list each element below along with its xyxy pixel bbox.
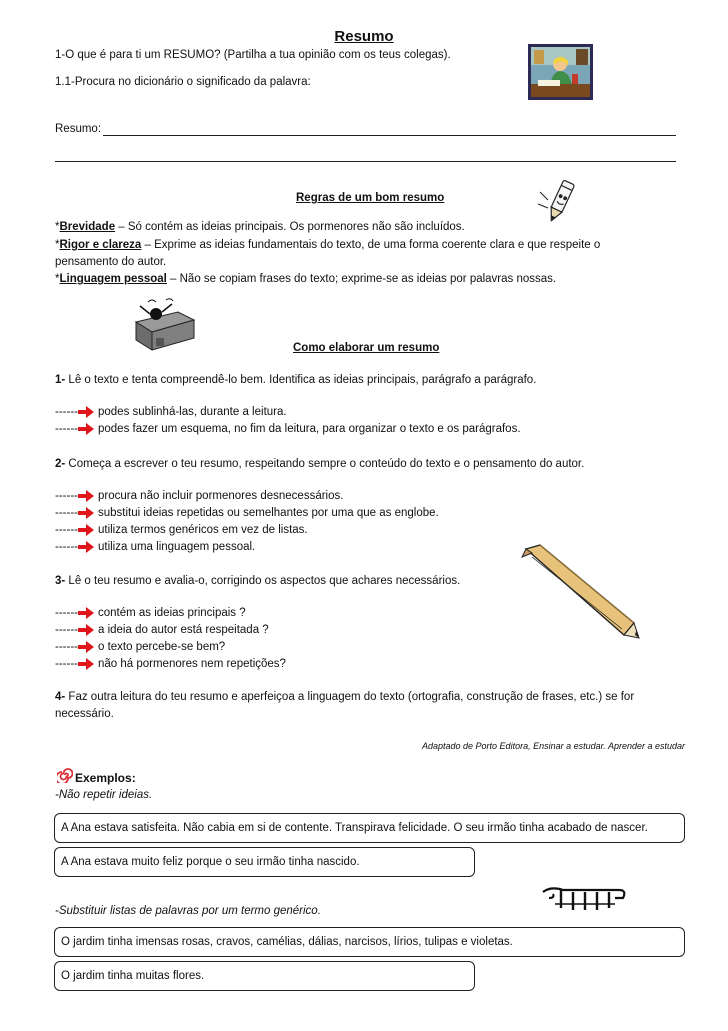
step-2-item: ------ substitui ideias repetidas ou semelhantes por uma que as englobe. bbox=[55, 507, 439, 519]
step-2-item: ------ utiliza uma linguagem pessoal. bbox=[55, 541, 256, 553]
rule-item-rigor-continuation: pensamento do autor. bbox=[55, 256, 167, 268]
step-4-continuation: necessário. bbox=[55, 708, 114, 720]
step-3-item: ------ a ideia do autor está respeitada ? bbox=[55, 624, 269, 636]
example-box-original: A Ana estava satisfeita. Não cabia em si de contente. Transpirava felicidade. O seu irmão tinha acabado de nascer. bbox=[54, 813, 685, 843]
step-1-item: ------ podes sublinhá-las, durante a leitura. bbox=[55, 406, 287, 418]
rule-item-language: *Linguagem pessoal – Não se copiam frases do texto; exprime-se as ideias por palavras nossas. bbox=[55, 273, 557, 285]
example-subtitle-2: -Substituir listas de palavras por um termo genérico. bbox=[55, 905, 321, 917]
pencil-character-illustration bbox=[534, 178, 584, 226]
step-2-item: ------ procura não incluir pormenores desnecessários. bbox=[55, 490, 344, 502]
examples-heading: Exemplos: bbox=[75, 771, 136, 785]
comb-illustration bbox=[541, 884, 627, 914]
step-4: 4- Faz outra leitura do teu resumo e aperfeiçoa a linguagem do texto (ortografia, construção de frases, etc.) se for bbox=[55, 691, 635, 703]
spiral-icon bbox=[57, 767, 73, 783]
step-3-item: ------ o texto percebe-se bem? bbox=[55, 641, 226, 653]
red-arrow-icon bbox=[78, 524, 94, 536]
red-arrow-icon bbox=[78, 624, 94, 636]
resumo-label: Resumo: bbox=[55, 123, 102, 135]
example-box-generic: O jardim tinha muitas flores. bbox=[54, 961, 475, 991]
red-arrow-icon bbox=[78, 541, 94, 553]
step-3: 3- Lê o teu resumo e avalia-o, corrigindo os aspectos que achares necessários. bbox=[55, 575, 461, 587]
red-arrow-icon bbox=[78, 406, 94, 418]
how-to-heading: Como elaborar um resumo bbox=[293, 342, 440, 354]
step-3-item: ------ não há pormenores nem repetições? bbox=[55, 658, 286, 670]
page-title: Resumo bbox=[334, 28, 394, 45]
student-reading-illustration bbox=[528, 44, 593, 100]
answer-line-1[interactable] bbox=[103, 135, 676, 136]
red-arrow-icon bbox=[78, 658, 94, 670]
step-1: 1- Lê o texto e tenta compreendê-lo bem. Identifica as ideias principais, parágrafo a parágrafo. bbox=[55, 374, 537, 386]
rules-heading: Regras de um bom resumo bbox=[296, 192, 445, 204]
step-3-item: ------ contém as ideias principais ? bbox=[55, 607, 246, 619]
desk-character-illustration bbox=[128, 298, 198, 354]
example-box-summary: A Ana estava muito feliz porque o seu irmão tinha nascido. bbox=[54, 847, 475, 877]
step-2-item: ------ utiliza termos genéricos em vez de listas. bbox=[55, 524, 308, 536]
answer-line-2[interactable] bbox=[55, 161, 676, 162]
example-subtitle-1: -Não repetir ideias. bbox=[55, 789, 153, 801]
red-arrow-icon bbox=[78, 490, 94, 502]
red-arrow-icon bbox=[78, 507, 94, 519]
source-credit: Adaptado de Porto Editora, Ensinar a estudar. Aprender a estudar bbox=[422, 741, 685, 751]
question-1-1: 1.1-Procura no dicionário o significado da palavra: bbox=[55, 76, 311, 88]
step-1-item: ------ podes fazer um esquema, no fim da leitura, para organizar o texto e os parágrafos. bbox=[55, 423, 521, 435]
step-2: 2- Começa a escrever o teu resumo, respeitando sempre o conteúdo do texto e o pensamento do autor. bbox=[55, 458, 585, 470]
question-1: 1-O que é para ti um RESUMO? (Partilha a tua opinião com os teus colegas). bbox=[55, 49, 451, 61]
red-arrow-icon bbox=[78, 423, 94, 435]
rule-item-brevity: *Brevidade – Só contém as ideias principais. Os pormenores não são incluídos. bbox=[55, 221, 465, 233]
red-arrow-icon bbox=[78, 607, 94, 619]
pencil-illustration bbox=[518, 543, 640, 639]
rule-item-rigor: *Rigor e clareza – Exprime as ideias fundamentais do texto, de uma forma coerente clara e que respeite o bbox=[55, 239, 601, 251]
example-box-list: O jardim tinha imensas rosas, cravos, camélias, dálias, narcisos, lírios, tulipas e violetas. bbox=[54, 927, 685, 957]
red-arrow-icon bbox=[78, 641, 94, 653]
